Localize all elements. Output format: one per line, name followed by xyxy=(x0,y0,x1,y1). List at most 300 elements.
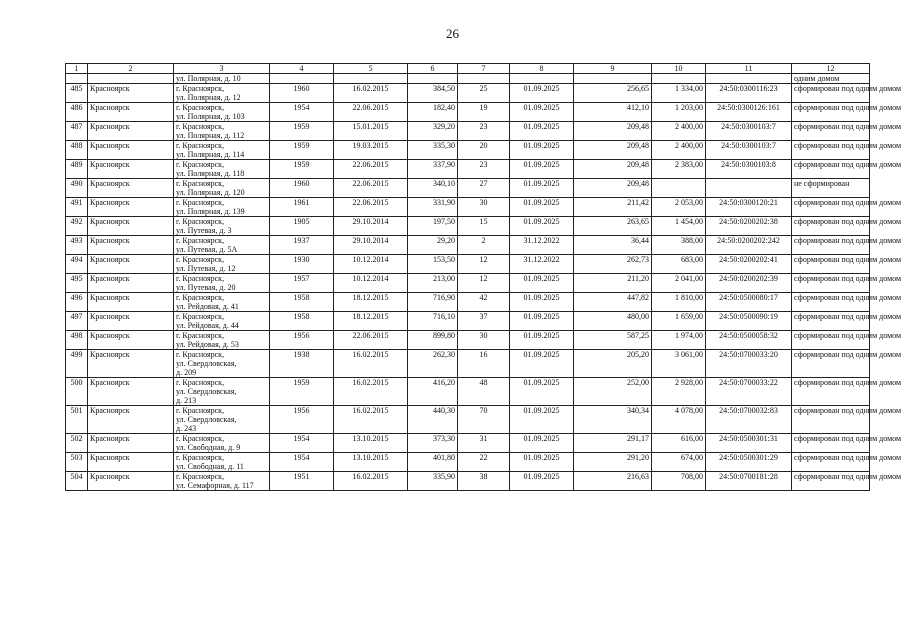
year-cell: 1951 xyxy=(270,472,334,491)
value1-cell: 412,10 xyxy=(574,103,652,122)
value1-cell: 205,20 xyxy=(574,350,652,378)
status-cell: сформирован под одним домом xyxy=(792,293,870,312)
area-cell: 335,30 xyxy=(408,141,458,160)
table-row xyxy=(66,378,870,406)
deadline-cell: 01.09.2025 xyxy=(510,434,574,453)
status-cell: сформирован под одним домом xyxy=(792,217,870,236)
residents-cell: 42 xyxy=(458,293,510,312)
status-cell: сформирован под одним домом xyxy=(792,312,870,331)
value2-cell: 616,00 xyxy=(652,434,706,453)
area-cell: 153,50 xyxy=(408,255,458,274)
cadastral-number-cell: 24:50:0300103:7 xyxy=(706,122,792,141)
area-cell: 416,20 xyxy=(408,378,458,406)
column-header: 9 xyxy=(574,64,652,74)
year-cell: 1960 xyxy=(270,84,334,103)
date-cell: 29.10.2014 xyxy=(334,236,408,255)
row-number-cell: 488 xyxy=(66,141,88,160)
address-line: г. Красноярск, xyxy=(176,122,225,131)
city-cell: Красноярск xyxy=(88,312,174,331)
cadastral-number-cell xyxy=(706,179,792,198)
year-cell: 1958 xyxy=(270,293,334,312)
address-cell xyxy=(174,331,270,350)
value2-cell: 2 053,00 xyxy=(652,198,706,217)
address-cell xyxy=(174,141,270,160)
date-cell: 22.06.2015 xyxy=(334,103,408,122)
address-line: г. Красноярск, xyxy=(176,472,225,481)
residents-cell: 2 xyxy=(458,236,510,255)
address-cell: ул. Полярная, д. 10 xyxy=(174,74,270,84)
residents-cell: 38 xyxy=(458,472,510,491)
row-number-cell: 486 xyxy=(66,103,88,122)
address-line: д. 209 xyxy=(176,368,197,377)
deadline-cell: 01.09.2025 xyxy=(510,406,574,434)
table-row xyxy=(66,103,870,122)
residents-cell: 30 xyxy=(458,331,510,350)
cadastral-number-cell: 24:50:0200202:39 xyxy=(706,274,792,293)
area-cell: 197,50 xyxy=(408,217,458,236)
deadline-cell: 01.09.2025 xyxy=(510,103,574,122)
value1-cell: 480,00 xyxy=(574,312,652,331)
address-line: ул. Полярная, д. 118 xyxy=(176,169,245,178)
table-row xyxy=(66,236,870,255)
table-row xyxy=(66,293,870,312)
row-number-cell: 498 xyxy=(66,331,88,350)
row-number-cell: 497 xyxy=(66,312,88,331)
value2-cell: 388,00 xyxy=(652,236,706,255)
value2-cell: 2 400,00 xyxy=(652,141,706,160)
city-cell: Красноярск xyxy=(88,434,174,453)
date-cell: 18.12.2015 xyxy=(334,312,408,331)
address-line: г. Красноярск, xyxy=(176,378,225,387)
city-cell: Красноярск xyxy=(88,274,174,293)
cadastral-number-cell: 24:50:0200202:41 xyxy=(706,255,792,274)
address-line: г. Красноярск, xyxy=(176,198,225,207)
value2-cell: 1 454,00 xyxy=(652,217,706,236)
residents-cell: 31 xyxy=(458,434,510,453)
residents-cell: 30 xyxy=(458,198,510,217)
residents-cell: 70 xyxy=(458,406,510,434)
row-number-cell: 499 xyxy=(66,350,88,378)
date-cell: 22.06.2015 xyxy=(334,179,408,198)
area-cell: 182,40 xyxy=(408,103,458,122)
status-cell: сформирован под одним домом xyxy=(792,255,870,274)
address-line: ул. Полярная, д. 112 xyxy=(176,131,245,140)
value1-cell: 209,48 xyxy=(574,141,652,160)
city-cell: Красноярск xyxy=(88,331,174,350)
deadline-cell: 01.09.2025 xyxy=(510,312,574,331)
value2-cell: 2 041,00 xyxy=(652,274,706,293)
city-cell: Красноярск xyxy=(88,472,174,491)
address-cell xyxy=(174,453,270,472)
status-cell: сформирован под одним домом xyxy=(792,141,870,160)
value1-cell: 340,34 xyxy=(574,406,652,434)
city-cell: Красноярск xyxy=(88,198,174,217)
value2-cell: 674,00 xyxy=(652,453,706,472)
deadline-cell: 01.09.2025 xyxy=(510,198,574,217)
area-cell: 384,50 xyxy=(408,84,458,103)
row-number-cell: 504 xyxy=(66,472,88,491)
address-cell xyxy=(174,350,270,378)
column-header: 6 xyxy=(408,64,458,74)
date-cell: 22.06.2015 xyxy=(334,331,408,350)
address-cell xyxy=(174,274,270,293)
address-line: д. 213 xyxy=(176,396,197,405)
deadline-cell: 01.09.2025 xyxy=(510,274,574,293)
housing-registry-table xyxy=(65,63,902,491)
column-header: 11 xyxy=(706,64,792,74)
year-cell: 1905 xyxy=(270,217,334,236)
cadastral-number-cell: 24:50:0300103:8 xyxy=(706,160,792,179)
address-cell xyxy=(174,198,270,217)
year-cell: 1959 xyxy=(270,122,334,141)
city-cell: Красноярск xyxy=(88,103,174,122)
residents-cell: 16 xyxy=(458,350,510,378)
value1-cell: 211,20 xyxy=(574,274,652,293)
date-cell: 15.01.2015 xyxy=(334,122,408,141)
date-cell: 10.12.2014 xyxy=(334,274,408,293)
continuation-row xyxy=(66,74,870,84)
residents-cell: 12 xyxy=(458,255,510,274)
address-line: ул. Свободная, д. 11 xyxy=(176,462,244,471)
city-cell: Красноярск xyxy=(88,217,174,236)
status-cell: сформирован под одним домом xyxy=(792,453,870,472)
area-cell: 716,10 xyxy=(408,312,458,331)
column-header: 4 xyxy=(270,64,334,74)
address-line: г. Красноярск, xyxy=(176,434,225,443)
address-line: г. Красноярск, xyxy=(176,255,225,264)
value2-cell: 683,00 xyxy=(652,255,706,274)
date-cell: 16.02.2015 xyxy=(334,378,408,406)
row-number-cell: 490 xyxy=(66,179,88,198)
address-cell xyxy=(174,179,270,198)
address-line: ул. Рейдовая, д. 53 xyxy=(176,340,239,349)
value1-cell: 36,44 xyxy=(574,236,652,255)
row-number-cell: 501 xyxy=(66,406,88,434)
area-cell: 401,80 xyxy=(408,453,458,472)
area-cell: 329,20 xyxy=(408,122,458,141)
row-number-cell: 492 xyxy=(66,217,88,236)
deadline-cell: 01.09.2025 xyxy=(510,122,574,141)
residents-cell: 37 xyxy=(458,312,510,331)
year-cell: 1961 xyxy=(270,198,334,217)
status-cell: сформирован под одним домом xyxy=(792,472,870,491)
address-line: ул. Полярная, д. 103 xyxy=(176,112,245,121)
city-cell: Красноярск xyxy=(88,141,174,160)
value2-cell: 2 383,00 xyxy=(652,160,706,179)
value2-cell: 1 974,00 xyxy=(652,331,706,350)
cadastral-number-cell: 24:50:0500090:19 xyxy=(706,312,792,331)
value1-cell: 262,73 xyxy=(574,255,652,274)
date-cell: 19.03.2015 xyxy=(334,141,408,160)
residents-cell: 27 xyxy=(458,179,510,198)
address-cell xyxy=(174,406,270,434)
address-line: ул. Свердловская, xyxy=(176,387,237,396)
row-number-cell: 502 xyxy=(66,434,88,453)
date-cell: 16.02.2015 xyxy=(334,472,408,491)
status-cell: сформирован под одним домом xyxy=(792,103,870,122)
year-cell: 1937 xyxy=(270,236,334,255)
value1-cell: 256,65 xyxy=(574,84,652,103)
table-row xyxy=(66,350,870,378)
deadline-cell: 31.12.2022 xyxy=(510,255,574,274)
area-cell: 899,80 xyxy=(408,331,458,350)
value2-cell xyxy=(652,179,706,198)
residents-cell: 23 xyxy=(458,160,510,179)
table-row xyxy=(66,312,870,331)
date-cell: 16.02.2015 xyxy=(334,350,408,378)
status-cell: сформирован под одним домом xyxy=(792,350,870,378)
address-line: г. Красноярск, xyxy=(176,217,225,226)
table-row xyxy=(66,274,870,293)
value1-cell: 291,20 xyxy=(574,453,652,472)
row-number-cell: 503 xyxy=(66,453,88,472)
row-number-cell: 500 xyxy=(66,378,88,406)
address-cell xyxy=(174,217,270,236)
address-line: г. Красноярск, xyxy=(176,84,225,93)
year-cell: 1959 xyxy=(270,160,334,179)
table-row xyxy=(66,217,870,236)
address-cell xyxy=(174,434,270,453)
column-header: 12 xyxy=(792,64,870,74)
status-cell: сформирован под одним домом xyxy=(792,331,870,350)
address-cell xyxy=(174,472,270,491)
address-line: г. Красноярск, xyxy=(176,274,225,283)
address-line: д. 243 xyxy=(176,424,197,433)
table-row xyxy=(66,141,870,160)
value1-cell: 447,82 xyxy=(574,293,652,312)
date-cell: 29.10.2014 xyxy=(334,217,408,236)
city-cell: Красноярск xyxy=(88,255,174,274)
deadline-cell: 01.09.2025 xyxy=(510,453,574,472)
column-header: 2 xyxy=(88,64,174,74)
table-row xyxy=(66,122,870,141)
status-cell: сформирован под одним домом xyxy=(792,160,870,179)
address-line: ул. Полярная, д. 120 xyxy=(176,188,245,197)
area-cell: 213,00 xyxy=(408,274,458,293)
address-line: ул. Путевая, д. 3 xyxy=(176,226,232,235)
value2-cell: 2 928,00 xyxy=(652,378,706,406)
value2-cell: 1 810,00 xyxy=(652,293,706,312)
address-line: г. Красноярск, xyxy=(176,160,225,169)
value1-cell: 291,17 xyxy=(574,434,652,453)
deadline-cell: 01.09.2025 xyxy=(510,350,574,378)
status-cell: сформирован под одним домом xyxy=(792,378,870,406)
status-cell: сформирован под одним домом xyxy=(792,198,870,217)
column-header: 8 xyxy=(510,64,574,74)
city-cell: Красноярск xyxy=(88,378,174,406)
table-row xyxy=(66,160,870,179)
status-cell: одним домом xyxy=(792,74,870,84)
address-line: ул. Путевая, д. 5А xyxy=(176,245,238,254)
address-line: г. Красноярск, xyxy=(176,406,225,415)
year-cell: 1938 xyxy=(270,350,334,378)
city-cell: Красноярск xyxy=(88,160,174,179)
residents-cell: 12 xyxy=(458,274,510,293)
deadline-cell: 01.09.2025 xyxy=(510,217,574,236)
deadline-cell: 01.09.2025 xyxy=(510,472,574,491)
column-header: 10 xyxy=(652,64,706,74)
value1-cell: 252,00 xyxy=(574,378,652,406)
residents-cell: 19 xyxy=(458,103,510,122)
column-number-row xyxy=(66,64,870,74)
cadastral-number-cell: 24:50:0700033:20 xyxy=(706,350,792,378)
area-cell: 340,10 xyxy=(408,179,458,198)
year-cell: 1954 xyxy=(270,103,334,122)
address-line: ул. Путевая, д. 20 xyxy=(176,283,236,292)
value2-cell: 2 400,00 xyxy=(652,122,706,141)
year-cell: 1954 xyxy=(270,453,334,472)
address-line: г. Красноярск, xyxy=(176,103,225,112)
deadline-cell: 01.09.2025 xyxy=(510,84,574,103)
deadline-cell: 01.09.2025 xyxy=(510,378,574,406)
residents-cell: 23 xyxy=(458,122,510,141)
address-line: ул. Рейдовая, д. 44 xyxy=(176,321,239,330)
value1-cell: 209,48 xyxy=(574,160,652,179)
year-cell: 1957 xyxy=(270,274,334,293)
cadastral-number-cell: 24:50:0200202:38 xyxy=(706,217,792,236)
date-cell: 16.02.2015 xyxy=(334,84,408,103)
value2-cell: 1 659,00 xyxy=(652,312,706,331)
status-cell: сформирован под одним домом xyxy=(792,84,870,103)
table-row xyxy=(66,255,870,274)
address-line: ул. Свердловская, xyxy=(176,415,237,424)
address-line: г. Красноярск, xyxy=(176,141,225,150)
address-line: г. Красноярск, xyxy=(176,236,225,245)
value2-cell: 3 061,00 xyxy=(652,350,706,378)
year-cell: 1959 xyxy=(270,141,334,160)
table-row xyxy=(66,434,870,453)
value1-cell: 209,48 xyxy=(574,122,652,141)
residents-cell: 22 xyxy=(458,453,510,472)
row-number-cell: 494 xyxy=(66,255,88,274)
address-line: ул. Свердловская, xyxy=(176,359,237,368)
cadastral-number-cell: 24:50:0700181:28 xyxy=(706,472,792,491)
address-line: г. Красноярск, xyxy=(176,312,225,321)
column-header: 5 xyxy=(334,64,408,74)
city-cell: Красноярск xyxy=(88,236,174,255)
area-cell: 29,20 xyxy=(408,236,458,255)
cadastral-number-cell: 24:50:0300126:161 xyxy=(706,103,792,122)
area-cell: 262,30 xyxy=(408,350,458,378)
table-row xyxy=(66,179,870,198)
table-row xyxy=(66,406,870,434)
cadastral-number-cell: 24:50:0500058:32 xyxy=(706,331,792,350)
area-cell: 440,30 xyxy=(408,406,458,434)
value1-cell: 211,42 xyxy=(574,198,652,217)
area-cell: 373,30 xyxy=(408,434,458,453)
page-number: 26 xyxy=(446,26,459,41)
row-number-cell: 495 xyxy=(66,274,88,293)
deadline-cell: 01.09.2025 xyxy=(510,179,574,198)
row-number-cell: 487 xyxy=(66,122,88,141)
cadastral-number-cell: 24:50:0700032:83 xyxy=(706,406,792,434)
column-header: 7 xyxy=(458,64,510,74)
deadline-cell: 01.09.2025 xyxy=(510,293,574,312)
city-cell: Красноярск xyxy=(88,406,174,434)
row-number-cell: 493 xyxy=(66,236,88,255)
deadline-cell: 01.09.2025 xyxy=(510,331,574,350)
year-cell: 1956 xyxy=(270,331,334,350)
date-cell: 16.02.2015 xyxy=(334,406,408,434)
value1-cell: 209,48 xyxy=(574,179,652,198)
residents-cell: 25 xyxy=(458,84,510,103)
address-line: г. Красноярск, xyxy=(176,293,225,302)
row-number-cell: 489 xyxy=(66,160,88,179)
address-line: ул. Путевая, д. 12 xyxy=(176,264,236,273)
address-line: г. Красноярск, xyxy=(176,453,225,462)
date-cell: 18.12.2015 xyxy=(334,293,408,312)
status-cell: сформирован под одним домом xyxy=(792,122,870,141)
address-cell xyxy=(174,255,270,274)
address-line: г. Красноярск, xyxy=(176,350,225,359)
address-line: ул. Полярная, д. 114 xyxy=(176,150,245,159)
address-cell xyxy=(174,122,270,141)
cadastral-number-cell: 24:50:0500301:29 xyxy=(706,453,792,472)
address-line: ул. Полярная, д. 139 xyxy=(176,207,245,216)
address-line: г. Красноярск, xyxy=(176,331,225,340)
row-number-cell: 491 xyxy=(66,198,88,217)
value1-cell: 263,65 xyxy=(574,217,652,236)
address-cell xyxy=(174,378,270,406)
address-line: ул. Свободная, д. 9 xyxy=(176,443,241,452)
cadastral-number-cell: 24:50:0300103:7 xyxy=(706,141,792,160)
cadastral-number-cell: 24:50:0200202:242 xyxy=(706,236,792,255)
status-cell: не сформирован xyxy=(792,179,870,198)
address-cell xyxy=(174,84,270,103)
year-cell: 1930 xyxy=(270,255,334,274)
cadastral-number-cell: 24:50:0300120:21 xyxy=(706,198,792,217)
year-cell: 1954 xyxy=(270,434,334,453)
cadastral-number-cell: 24:50:0500080:17 xyxy=(706,293,792,312)
value2-cell: 1 334,00 xyxy=(652,84,706,103)
area-cell: 716,90 xyxy=(408,293,458,312)
year-cell: 1959 xyxy=(270,378,334,406)
address-line: ул. Полярная, д. 12 xyxy=(176,93,241,102)
date-cell: 22.06.2015 xyxy=(334,160,408,179)
address-cell xyxy=(174,293,270,312)
table-row xyxy=(66,84,870,103)
row-number-cell: 485 xyxy=(66,84,88,103)
status-cell: сформирован под одним домом xyxy=(792,274,870,293)
value2-cell: 708,00 xyxy=(652,472,706,491)
date-cell: 22.06.2015 xyxy=(334,198,408,217)
residents-cell: 48 xyxy=(458,378,510,406)
city-cell: Красноярск xyxy=(88,179,174,198)
residents-cell: 20 xyxy=(458,141,510,160)
deadline-cell: 31.12.2022 xyxy=(510,236,574,255)
cadastral-number-cell: 24:50:0500301:31 xyxy=(706,434,792,453)
year-cell: 1960 xyxy=(270,179,334,198)
value1-cell: 216,63 xyxy=(574,472,652,491)
year-cell: 1958 xyxy=(270,312,334,331)
column-header: 1 xyxy=(66,64,88,74)
area-cell: 337,90 xyxy=(408,160,458,179)
table-row xyxy=(66,453,870,472)
status-cell: сформирован под одним домом xyxy=(792,236,870,255)
address-cell xyxy=(174,103,270,122)
address-line: г. Красноярск, xyxy=(176,179,225,188)
value2-cell: 1 203,00 xyxy=(652,103,706,122)
deadline-cell: 01.09.2025 xyxy=(510,160,574,179)
area-cell: 331,90 xyxy=(408,198,458,217)
address-line: ул. Семафорная, д. 117 xyxy=(176,481,254,490)
column-header: 3 xyxy=(174,64,270,74)
value1-cell: 587,25 xyxy=(574,331,652,350)
city-cell: Красноярск xyxy=(88,350,174,378)
city-cell: Красноярск xyxy=(88,122,174,141)
residents-cell: 15 xyxy=(458,217,510,236)
date-cell: 10.12.2014 xyxy=(334,255,408,274)
